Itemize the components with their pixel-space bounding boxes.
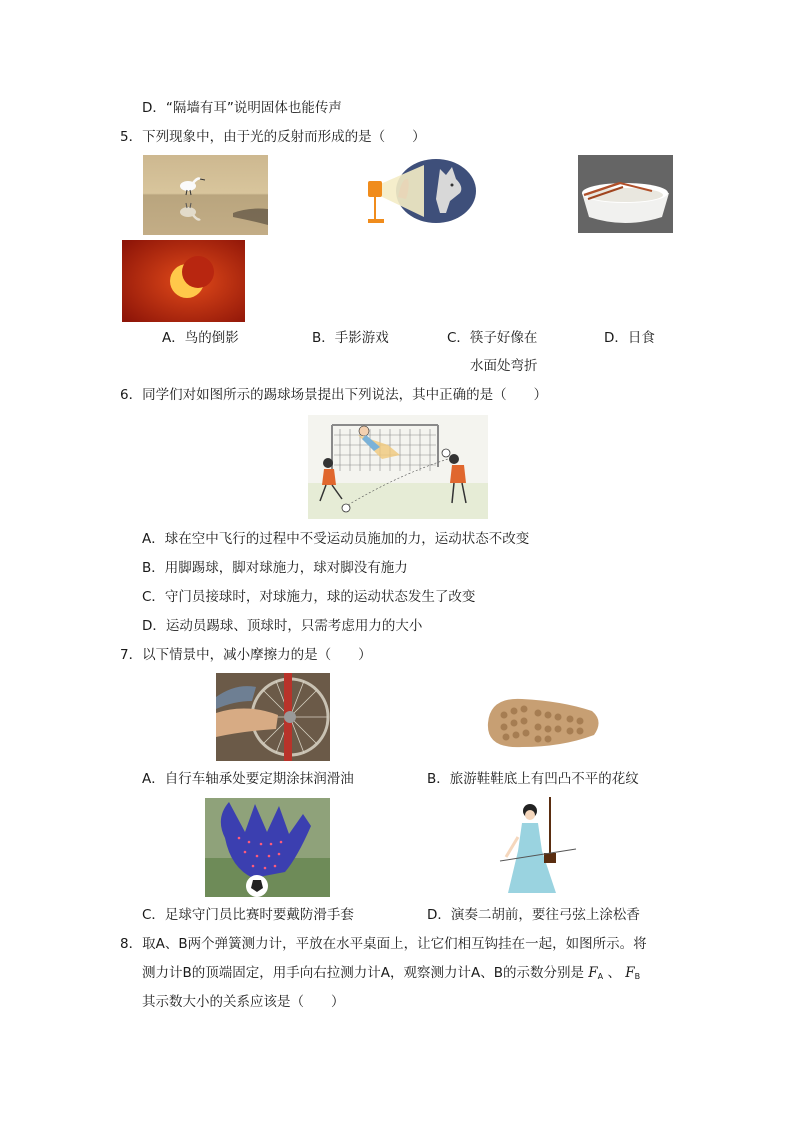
solar-eclipse-image xyxy=(122,240,245,322)
q5-option-c-line1: C．筷子好像在 xyxy=(447,330,538,346)
force-subscript-a: A xyxy=(597,972,604,981)
q8-line1: 8．取A、B两个弹簧测力计，平放在水平桌面上，让它们相互钩挂在一起，如图所示。将 xyxy=(120,936,647,952)
q5-option-b: B．手影游戏 xyxy=(312,330,389,346)
erhu-player-image xyxy=(496,797,586,897)
q5-option-c-line2: 水面处弯折 xyxy=(470,358,538,374)
q5-stem: 5．下列现象中，由于光的反射而形成的是（ ） xyxy=(120,129,426,145)
q8-line2-text: 测力计B的顶端固定，用手向右拉测力计A，观察测力计A、B的示数分别是 xyxy=(142,965,584,981)
q8-separator: 、 xyxy=(607,965,621,981)
q6-option-a: A．球在空中飞行的过程中不受运动员施加的力，运动状态不改变 xyxy=(142,531,530,547)
q5-option-d: D．日食 xyxy=(604,330,655,346)
hand-shadow-image xyxy=(364,157,476,229)
q5-option-a: A．鸟的倒影 xyxy=(162,330,239,346)
q7-stem: 7．以下情景中，减小摩擦力的是（ ） xyxy=(120,647,372,663)
goalkeeper-glove-image xyxy=(205,798,330,897)
bird-reflection-image xyxy=(143,155,268,235)
q7-option-d: D．演奏二胡前，要往弓弦上涂松香 xyxy=(427,907,640,923)
q8-line2 xyxy=(142,964,640,986)
chopsticks-bowl-image xyxy=(578,155,673,233)
q7-option-c: C．足球守门员比赛时要戴防滑手套 xyxy=(142,907,354,923)
shoe-sole-image xyxy=(482,691,606,755)
q4-option-d: D．“隔墙有耳”说明固体也能传声 xyxy=(142,100,342,116)
force-subscript-b: B xyxy=(634,972,641,981)
bicycle-bearing-image xyxy=(216,673,330,761)
soccer-scene-image xyxy=(308,415,488,519)
force-symbol-a: F xyxy=(588,965,598,981)
q6-option-d: D．运动员踢球、顶球时，只需考虑用力的大小 xyxy=(142,618,423,634)
force-symbol-b: F xyxy=(625,965,635,981)
q8-line3: 其示数大小的关系应该是（ ） xyxy=(142,994,345,1010)
q6-option-b: B．用脚踢球，脚对球施力，球对脚没有施力 xyxy=(142,560,408,576)
q7-option-b: B．旅游鞋鞋底上有凹凸不平的花纹 xyxy=(427,771,639,787)
q7-option-a: A．自行车轴承处要定期涂抹润滑油 xyxy=(142,771,354,787)
q6-stem: 6．同学们对如图所示的踢球场景提出下列说法，其中正确的是（ ） xyxy=(120,387,548,403)
q6-option-c: C．守门员接球时，对球施力，球的运动状态发生了改变 xyxy=(142,589,476,605)
